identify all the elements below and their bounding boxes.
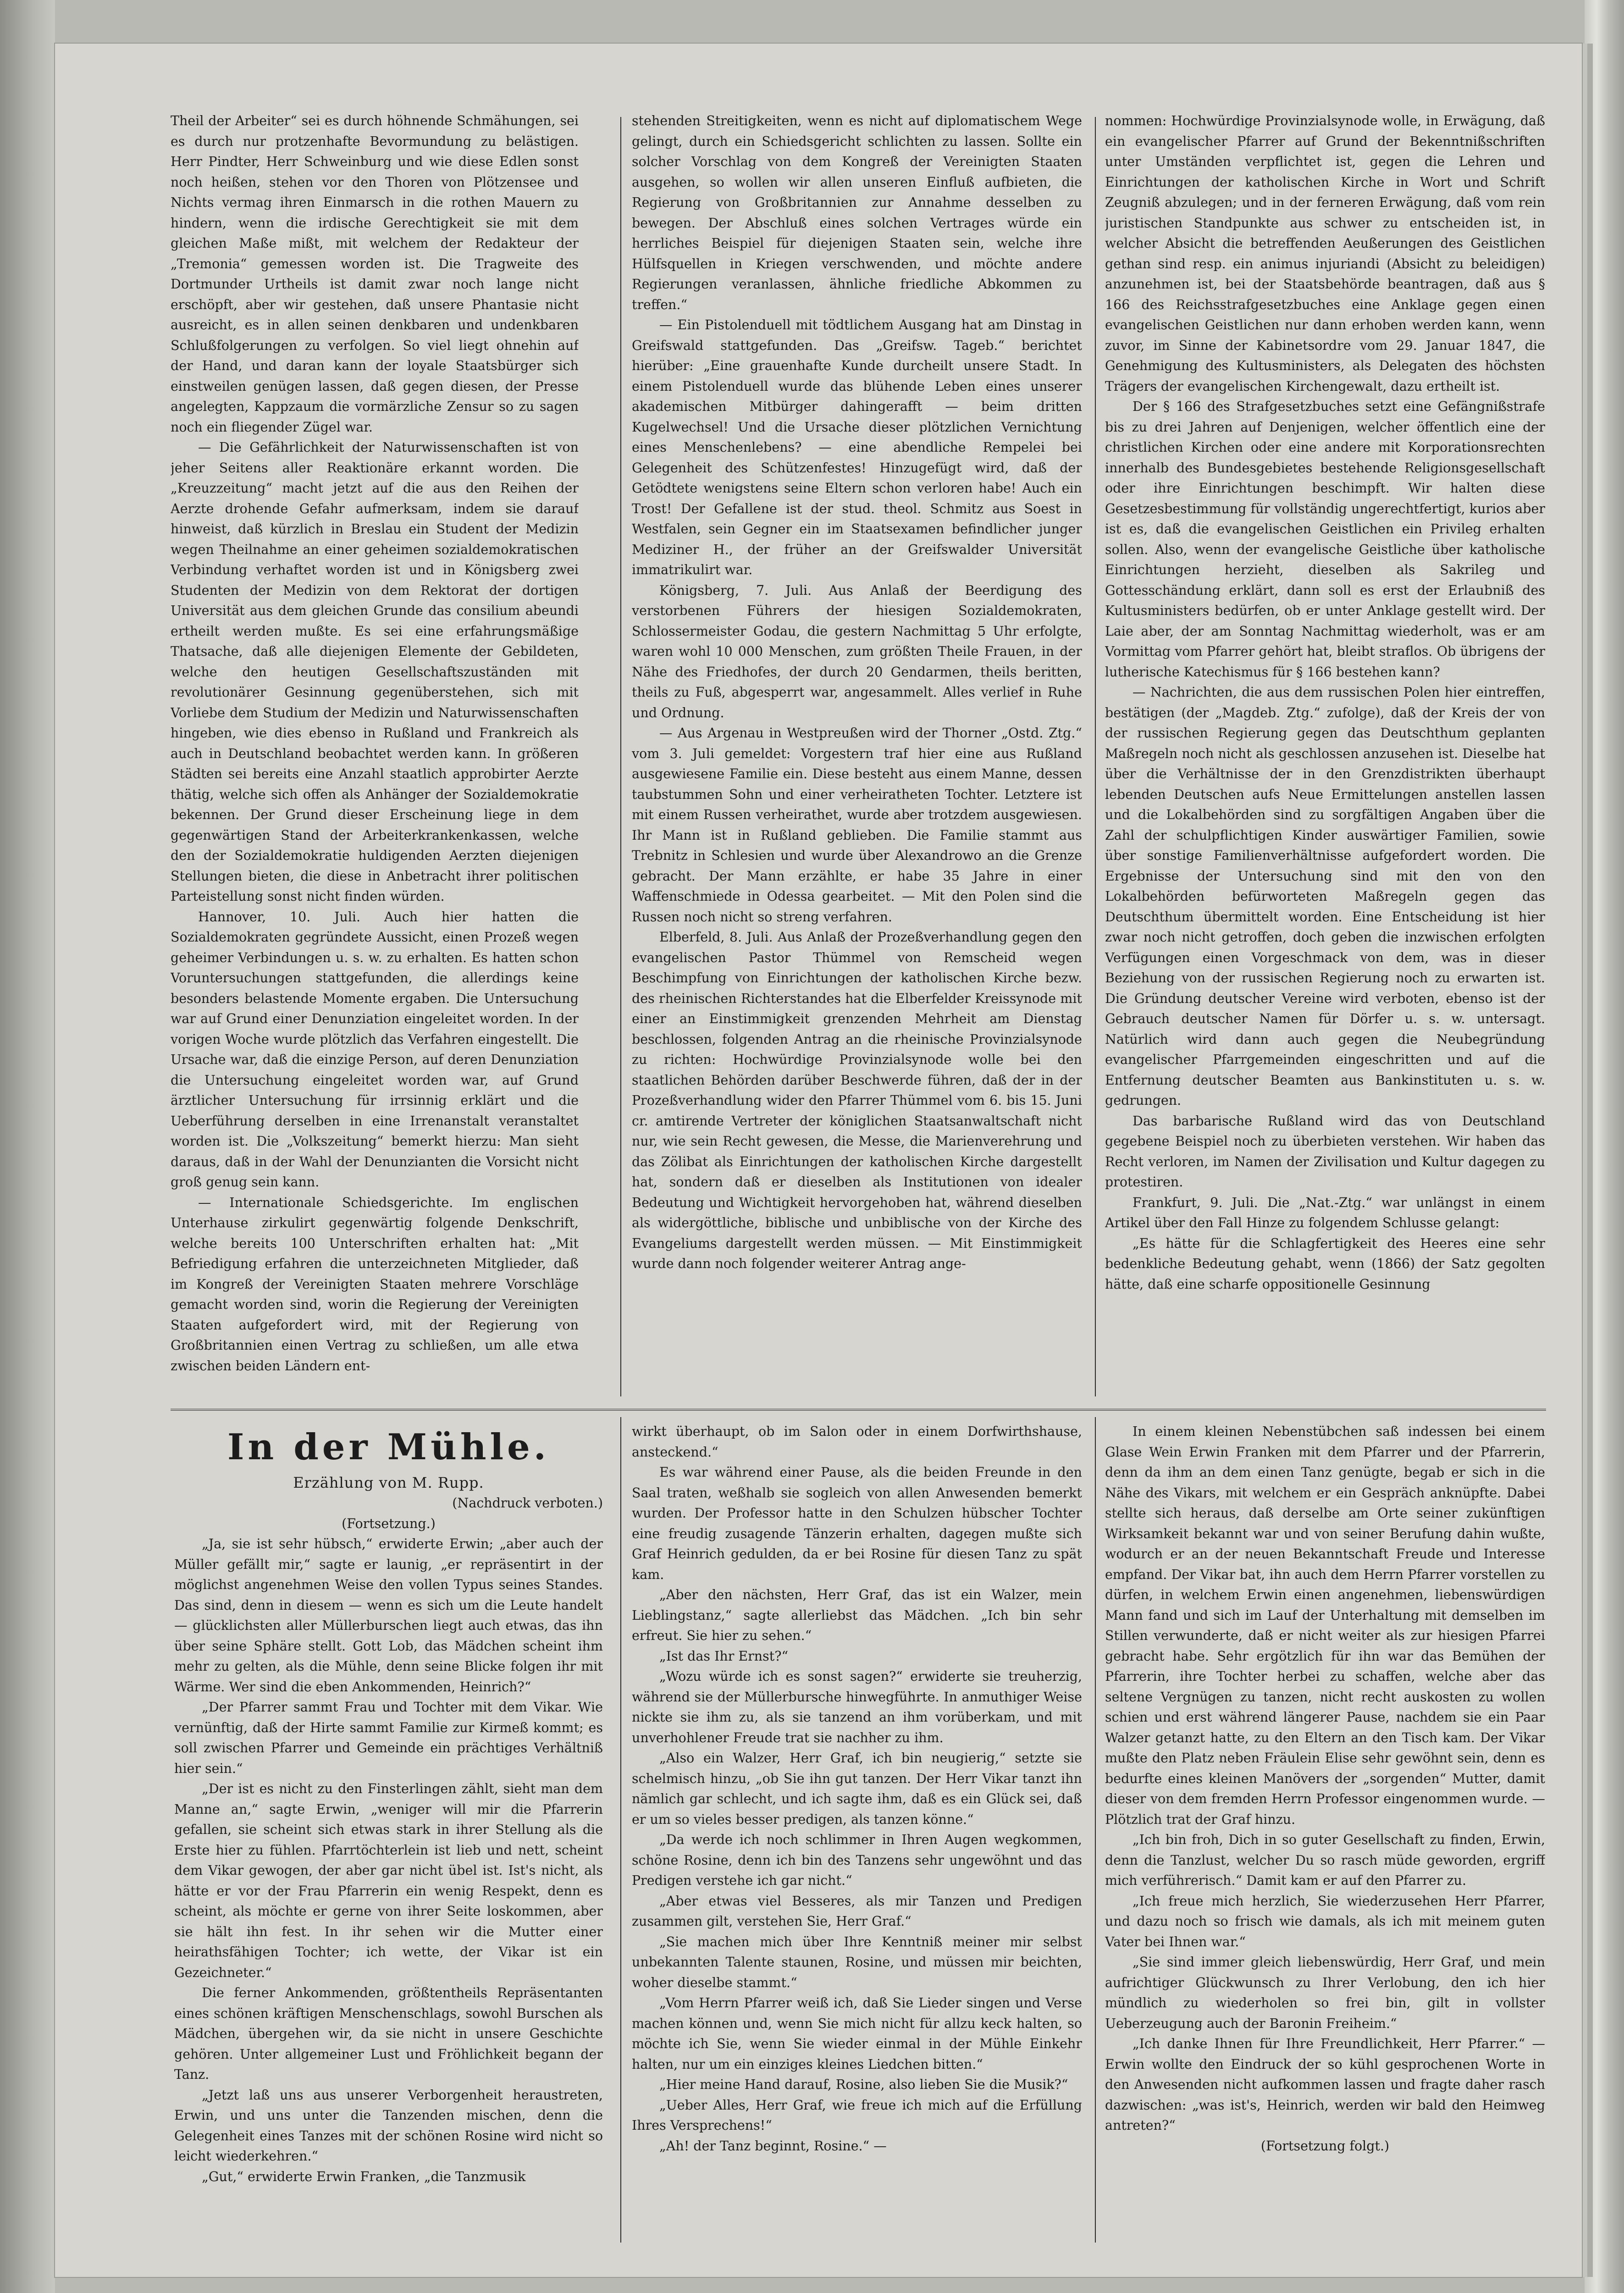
article-paragraph: „Jetzt laß uns aus unserer Verborgenheit heraustreten, Erwin, und uns unter die Tanzenden mischen, denn die Gelegenheit eines Tanzes mit der schönen Rosine wird nicht so leicht wiederkehren.“ xyxy=(174,2087,603,2164)
article-paragraph: „Wozu würde ich es sonst sagen?“ erwiderte sie treuherzig, während sie der Müllerbursche hinwegführte. In anmuthiger Weise nickte sie ihm zu, als sie tanzend an ihm vorüberkam, und mit unverhohlener Freude trat sie nachher zu ihm. xyxy=(632,1669,1082,1745)
article-paragraph: Frankfurt, 9. Juli. Die „Nat.-Ztg.“ war unlängst in einem Artikel über den Fall Hinze zu folgendem Schlusse gelangt: xyxy=(1105,1195,1545,1230)
article-paragraph: „Da werde ich noch schlimmer in Ihren Augen wegkommen, schöne Rosine, denn ich bin des Tanzens sehr ungewöhnt und das Predigen verstehe ich gar nicht.“ xyxy=(632,1832,1082,1888)
article-paragraph: — Internationale Schiedsgerichte. Im englischen Unterhause zirkulirt gegenwärtig folgende Denkschrift, welche bereits 100 Unterschriften erhalten hat: „Mit Befriedigung erfahren die unterzeichneten Mitglieder, daß im Kongreß der Vereinigten Staaten mehrere Vorschläge gemacht worden sind, worin die Regierung der Vereinigten Staaten aufgefordert wird, mit der Regierung von Großbritannien einen Vertrag zu schließen, um alle etwa zwischen beiden Ländern ent- xyxy=(171,1195,579,1374)
article-paragraph: — Ein Pistolenduell mit tödtlichem Ausgang hat am Dinstag in Greifswald stattgefunden. Das „Greifsw. Tageb.“ berichtet hierüber: „Eine grauenhafte Kunde durcheilt unsere Stadt. In einem Pistolenduell wurde das blühende Leben eines unserer akademischen Mitbürger dahingerafft — beim dritten Kugelwechsel! Und die Ursache dieser plötzlichen Vernichtung eines Menschenlebens? — eine abendliche Rempelei bei Gelegenheit des Schützenfestes! Hinzugefügt wird, daß der Getödtete wenigstens seine Eltern schon verloren habe! Auch ein Trost! Der Gefallene ist der stud. theol. Schmitz aus Soest in Westfalen, sein Gegner ein im Staatsexamen befindlicher junger Mediziner H., der früher an der Greifswalder Universität immatrikulirt war. xyxy=(632,317,1082,577)
article-paragraph: — Nachrichten, die aus dem russischen Polen hier eintreffen, bestätigen (der „Magdeb. Ztg.“ zufolge), daß der Kreis der von der russischen Regierung gegen das Deutschthum geplanten Maßregeln noch nicht als geschlossen anzusehen ist. Dieselbe hat über die Verhältnisse der in den Grenzdistrikten überhaupt lebenden Deutschen aufs Neue Ermittelungen anstellen lassen und die Lokalbehörden sind zu sorgfältigen Angaben über die Zahl der schulpflichtigen Kinder auswärtiger Familien, sowie über sonstige Familienverhältnisse aufgefordert worden. Die Ergebnisse der Untersuchung sind mit den von den Lokalbehörden befürworteten Maßregeln gegen das Deutschthum übermittelt worden. Eine Entscheidung ist hier zwar noch nicht getroffen, doch geben die inzwischen erfolgten Verfügungen einen Vorgeschmack von dem, was in dieser Beziehung von der russischen Regierung noch zu erwarten ist. Die Gründung deutscher Vereine wird verboten, ebenso ist der Gebrauch deutscher Namen für Dörfer u. s. w. untersagt. Natürlich wird dann auch gegen die Neubegründung evangelischer Pfarrgemeinden eingeschritten und auf die Entfernung deutscher Beamten aus Bankinstituten u. s. w. gedrungen. xyxy=(1105,685,1545,1108)
article-paragraph: „Ich bin froh, Dich in so guter Gesellschaft zu finden, Erwin, denn die Tanzlust, welcher Du so rasch müde geworden, ergriff mich verführerisch.“ Damit kam er auf den Pfarrer zu. xyxy=(1105,1832,1545,1888)
article-paragraph: „Hier meine Hand darauf, Rosine, also lieben Sie die Musik?“ xyxy=(659,2077,1068,2092)
scan-page-edge xyxy=(1585,0,1624,2293)
serial-column-2 xyxy=(632,1422,1082,2247)
article-paragraph: „Aber etwas viel Besseres, als mir Tanzen und Predigen zusammen gilt, verstehen Sie, Herr Graf.“ xyxy=(632,1893,1082,1929)
article-paragraph: wirkt überhaupt, ob im Salon oder in einem Dorfwirthshause, ansteckend.“ xyxy=(632,1424,1082,1460)
article-paragraph: nommen: Hochwürdige Provinzialsynode wolle, in Erwägung, daß ein evangelischer Pfarrer auf Grund der Bekenntnißschriften unter Umständen verpflichtet ist, gegen die Lehren und Einrichtungen der katholischen Kirche in Wort und Schrift Zeugniß abzulegen; und in der ferneren Erwägung, daß vom rein juristischen Standpunkte aus schwer zu entscheiden ist, in welcher Absicht die betreffenden Aeußerungen des Geistlichen gethan sind resp. ein animus injuriandi (Absicht zu beleidigen) anzunehmen ist, bei der Staatsbehörde beantragen, daß aus § 166 des Reichsstrafgesetzbuches eine Anklage gegen einen evangelischen Geistlichen nur dann erhoben werden kann, wenn zuvor, im Sinne der Kabinetsordre vom 29. Januar 1847, die Genehmigung des Kultusministers, als Delegaten des höchsten Trägers der evangelischen Kirchengewalt, dazu ertheilt ist. xyxy=(1105,113,1545,394)
article-paragraph: Der § 166 des Strafgesetzbuches setzt eine Gefängnißstrafe bis zu drei Jahren auf Denjenigen, welcher öffentlich eine der christlichen Kirchen oder eine andere mit Korporationsrechten innerhalb des Bundesgebietes bestehende Religionsgesellschaft oder ihre Einrichtungen beschimpft. Wir halten diese Gesetzesbestimmung für vollständig ungerechtfertigt, kurios aber ist es, daß die evangelischen Geistlichen ein Privileg erhalten sollen. Also, wenn der evangelische Geistliche über katholische Einrichtungen herzieht, dieselben als Sakrileg und Gottesschändung erklärt, dann soll es erst der Erlaubniß des Kultusministers bedürfen, ob er unter Anklage gestellt wird. Der Laie aber, der am Sonntag Nachmittag wiederholt, was er am Vormittag vom Pfarrer gehört hat, bleibt straflos. Ob übrigens der lutherische Katechismus für § 166 bestehen kann? xyxy=(1105,399,1545,680)
article-paragraph: stehenden Streitigkeiten, wenn es nicht auf diplomatischem Wege gelingt, durch ein Schiedsgericht schlichten zu lassen. Sollte ein solcher Vorschlag von dem Kongreß der Vereinigten Staaten ausgehen, so wollen wir allen unseren Einfluß aufbieten, die Regierung von Großbritannien zur Annahme desselben zu bewegen. Der Abschluß eines solchen Vertrages würde ein herrliches Beispiel für diejenigen Staaten sein, welche ihre Hülfsquellen in Kriegen verschwenden, und möchte andere Regierungen veranlassen, ähnliche friedliche Abkommen zu treffen.“ xyxy=(632,113,1082,312)
article-paragraph: „Ich danke Ihnen für Ihre Freundlichkeit, Herr Pfarrer.“ — Erwin wollte den Eindruck der so kühl gesprochenen Worte in den Anwesenden nicht aufkommen lassen und fragte daher rasch dazwischen: „was ist's, Heinrich, werden wir bald den Heimweg antreten?“ xyxy=(1105,2036,1545,2133)
article-paragraph: Es war während einer Pause, als die beiden Freunde in den Saal traten, weßhalb sie sogleich von allen Anwesenden bemerkt wurden. Der Professor hatte in den Schulzen hübscher Tochter eine freudig zusagende Tänzerin erhalten, dagegen mußte sich Graf Heinrich gedulden, da er bei Rosine für diesen Tanz zu spät kam. xyxy=(632,1465,1082,1582)
article-paragraph: — Aus Argenau in Westpreußen wird der Thorner „Ostd. Ztg.“ vom 3. Juli gemeldet: Vorgestern traf hier eine aus Rußland ausgewiesene Familie ein. Diese besteht aus einem Manne, dessen taubstummen Sohn und einer verheiratheten Tochter. Letztere ist mit einem Russen verheirathet, wurde aber trotzdem ausgewiesen. Ihr Mann ist in Rußland geblieben. Die Familie stammt aus Trebnitz in Schlesien und wurde über Alexandrowo an die Grenze gebracht. Der Mann erzählte, er habe 35 Jahre in einer Waffenschmiede in Odessa gearbeitet. — Mit den Polen sind die Russen noch nicht so streng verfahren. xyxy=(632,726,1082,925)
reprint-notice: (Nachdruck verboten.) xyxy=(452,1495,603,1511)
article-paragraph: — Die Gefährlichkeit der Naturwissenschaften ist von jeher Seitens aller Reaktionäre erkannt worden. Die „Kreuzzeitung“ macht jetzt auf die aus den Reihen der Aerzte drohende Gefahr aufmerksam, indem sie darauf hinweist, daß kürzlich in Breslau ein Student der Medizin wegen Theilnahme an einer geheimen sozialdemokratischen Verbindung verhaftet worden ist und in Königsberg zwei Studenten der Medizin von dem Rektorat der dortigen Universität aus dem gleichen Grunde das consilium abeundi ertheilt werden mußte. Es sei eine erfahrungsmäßige Thatsache, daß alle diejenigen Elemente der Gebildeten, welche den heutigen Gesellschaftszuständen mit revolutionärer Gesinnung gegenüberstehen, sich mit Vorliebe dem Studium der Medizin und Naturwissenschaften hingeben, wie dies ebenso in Rußland und Frankreich als auch in Deutschland beobachtet werden kann. In größeren Städten sei bereits eine Anzahl staatlich approbirter Aerzte thätig, welche sich offen als Anhänger der Sozialdemokratie bekennen. Der Grund dieser Erscheinung liege in dem gegenwärtigen Stand der Arbeiterkrankenkassen, welche den der Sozialdemokratie huldigenden Aerzten diejenigen Stellungen bieten, die diese in Anbetracht ihrer politischen Parteistellung sonst nicht finden würden. xyxy=(171,440,579,904)
column-rule xyxy=(620,117,621,1396)
article-paragraph: „Aber den nächsten, Herr Graf, das ist ein Walzer, mein Lieblingstanz,“ sagte allerliebst das Mädchen. „Ich bin sehr erfreut. Sie hier zu sehen.“ xyxy=(632,1587,1082,1643)
serial-author: Erzählung von M. Rupp. xyxy=(293,1474,484,1491)
feuilleton-divider xyxy=(171,1409,1546,1411)
article-paragraph: „Ueber Alles, Herr Graf, wie freue ich mich auf die Erfüllung Ihres Versprechens!“ xyxy=(632,2097,1082,2133)
article-paragraph: Die ferner Ankommenden, größtentheils Repräsentanten eines schönen kräftigen Menschenschlags, sowohl Burschen als Mädchen, übergehen wir, da sie nicht in unsere Geschichte gehören. Unter allgemeiner Lust und Fröhlichkeit begann der Tanz. xyxy=(174,1985,603,2082)
article-paragraph: Elberfeld, 8. Juli. Aus Anlaß der Prozeßverhandlung gegen den evangelischen Pastor Thümmel von Remscheid wegen Beschimpfung von Einrichtungen der katholischen Kirche bezw. des rheinischen Richterstandes hat die Elberfelder Kreissynode mit einer an Einstimmigkeit grenzenden Mehrheit am Dienstag beschlossen, folgenden Antrag an die rheinische Provinzialsynode zu richten: Hochwürdige Provinzialsynode wolle bei den staatlichen Behörden darüber Beschwerde führen, daß der in der Prozeßverhandlung wider den Pfarrer Thümmel vom 6. bis 15. Juni cr. amtirende Vertreter der königlichen Staatsanwaltschaft nicht nur, wie sein Recht gewesen, die Messe, die Marienverehrung und das Zölibat als Einrichtungen der katholischen Kirche dargestellt hat, sondern daß er dieselben als Institutionen von idealer Bedeutung und Wichtigkeit hervorgehoben hat, während dieselben als widergöttliche, biblische und unbiblische von der Kirche des Evangeliums dargestellt werden müssen. — Mit Einstimmigkeit wurde dann noch folgender weiterer Antrag ange- xyxy=(632,930,1082,1271)
serial-title: In der Mühle. xyxy=(227,1426,550,1468)
article-paragraph: „Der Pfarrer sammt Frau und Tochter mit dem Vikar. Wie vernünftig, daß der Hirte sammt Familie zur Kirmeß kommt; es soll zwischen Pfarrer und Gemeinde ein prächtiges Verhältniß hier sein.“ xyxy=(174,1700,603,1776)
column-rule xyxy=(620,1417,621,2243)
article-paragraph: „Sie sind immer gleich liebenswürdig, Herr Graf, und mein aufrichtiger Glückwunsch zu Ihrer Verlobung, den ich hier mündlich zu wiederholen so frei bin, gilt in vollster Ueberzeugung auch der Baronin Freiheim.“ xyxy=(1105,1955,1545,2031)
article-paragraph: „Gut,“ erwiderte Erwin Franken, „die Tanzmusik xyxy=(202,2169,526,2184)
article-paragraph: „Vom Herrn Pfarrer weiß ich, daß Sie Lieder singen und Verse machen können und, wenn Sie mich nicht für allzu keck halten, so möchte ich Sie, wenn Sie wieder einmal in der Mühle Einkehr halten, nur um ein einziges kleines Liedchen bitten.“ xyxy=(632,1995,1082,2072)
article-paragraph: Theil der Arbeiter“ sei es durch höhnende Schmähungen, sei es durch nur protzenhafte Bevormundung zu belästigen. Herr Pindter, Herr Schweinburg und wie diese Edlen sonst noch heißen, stehen vor den Thoren von Plötzensee und Nichts vermag ihren Einmarsch in die rothen Mauern zu hindern, wenn die irdische Gerechtigkeit sie mit dem gleichen Maße mißt, mit welchem der Redakteur der „Tremonia“ gemessen worden ist. Die Tragweite des Dortmunder Urtheils ist damit zwar noch lange nicht erschöpft, aber wir gestehen, daß unsere Phantasie nicht ausreicht, es in allen seinen denkbaren und undenkbaren Schlußfolgerungen zu verfolgen. So viel liegt ohnehin auf der Hand, und daran kann der loyale Staatsbürger sich einstweilen genügen lassen, daß gegen diesen, der Presse angelegten, Kappzaum die vormärzliche Zensur so zu sagen noch ein fliegender Zügel war. xyxy=(171,113,579,435)
serial-continuation: (Fortsetzung.) xyxy=(342,1516,436,1531)
article-paragraph: Hannover, 10. Juli. Auch hier hatten die Sozialdemokraten gegründete Aussicht, einen Prozeß wegen geheimer Verbindungen u. s. w. zu erhalten. Es hatten schon Voruntersuchungen stattgefunden, die allerdings keine besonders belastende Momente ergaben. Die Untersuchung war auf Grund einer Denunziation eingeleitet worden. In der vorigen Woche wurde plötzlich das Verfahren eingestellt. Die Ursache war, daß die einzige Person, auf deren Denunziation die Untersuchung eingeleitet worden war, auf Grund ärztlicher Untersuchung für irrsinnig erklärt und die Ueberführung derselben in eine Irrenanstalt veranstaltet worden ist. Die „Volkszeitung“ bemerkt hierzu: Man sieht daraus, daß in der Wahl der Denunzianten die Vorsicht nicht groß genug sein kann. xyxy=(171,909,579,1190)
article-paragraph: „Also ein Walzer, Herr Graf, ich bin neugierig,“ setzte sie schelmisch hinzu, „ob Sie ihn gut tanzen. Der Herr Vikar tanzt ihn nämlich gar schlecht, und ich sagte ihm, daß es ein Glück sei, daß er um so vieles besser predigen, als tanzen könne.“ xyxy=(632,1750,1082,1827)
article-paragraph: „Es hätte für die Schlagfertigkeit des Heeres eine sehr bedenkliche Bedeutung gehabt, wenn (1866) der Satz gegolten hätte, daß eine scharfe oppositionelle Gesinnung xyxy=(1105,1235,1545,1292)
news-column-1 xyxy=(171,111,579,1398)
article-paragraph: In einem kleinen Nebenstübchen saß indessen bei einem Glase Wein Erwin Franken mit dem Pfarrer und der Pfarrerin, denn da ihm an dem einen Tanz genügte, begab er sich in die Nähe des Vikars, mit welchem er ein Gespräch anknüpfte. Dabei stellte sich heraus, daß derselbe am Orte seiner zukünftigen Wirksamkeit bekannt war und von seiner Berufung dahin wußte, wodurch er an der neuen Bekanntschaft Freude und Interesse empfand. Der Vikar bat, ihn auch dem Herrn Pfarrer vorstellen zu dürfen, in welchem Erwin einen angenehmen, liebenswürdigen Mann fand und sich im Lauf der Unterhaltung mit demselben im Stillen verwunderte, daß er nicht weiter als zur hiesigen Pfarrei gebracht habe. Sehr ergötzlich für ihn war das Bemühen der Pfarrerin, ihre Tochter herbei zu schaffen, welche aber das seltene Vergnügen zu tanzen, nicht recht auskosten zu wollen schien und erst während längerer Pause, nachdem sie ein Paar Walzer getanzt hatte, zu den Eltern an den Tisch kam. Der Vikar mußte den Platz neben Fräulein Elise sehr gewöhnt sein, denn es bedurfte eines kleinen Manövers der „sorgenden“ Mutter, damit dieser von dem fremden Herrn Professor eingenommen wurde. — Plötzlich trat der Graf hinzu. xyxy=(1105,1424,1545,1827)
serial-column-1 xyxy=(174,1422,603,2247)
article-paragraph: „Ist das Ihr Ernst?“ xyxy=(659,1648,789,1664)
column-rule xyxy=(1095,1417,1096,2243)
article-paragraph: „Der ist es nicht zu den Finsterlingen zählt, sieht man dem Manne an,“ sagte Erwin, „weniger will mir die Pfarrerin gefallen, sie scheint sich etwas stark in ihrer Stellung als die Erste hier zu fühlen. Pfarrtöchterlein ist lieb und nett, scheint dem Vikar gewogen, der aber gar nicht übel ist. Ist's nicht, als hätte er vor der Frau Pfarrerin ein wenig Respekt, denn es scheint, als möchte er gerne von ihrer Seite loskommen, aber sie hält ihn fest. In ihr sehen wir die Mutter einer heirathsfähigen Tochter; ich wette, der Vikar ist ein Gezeichneter.“ xyxy=(174,1781,603,1980)
serial-column-3 xyxy=(1105,1422,1545,2247)
article-paragraph: „Ah! der Tanz beginnt, Rosine.“ — xyxy=(659,2138,887,2154)
news-column-2 xyxy=(632,111,1082,1398)
article-paragraph: Königsberg, 7. Juli. Aus Anlaß der Beerdigung des verstorbenen Führers der hiesigen Sozialdemokraten, Schlossermeister Godau, die gestern Nachmittag 5 Uhr erfolgte, waren wohl 10 000 Menschen, zum größten Theile Frauen, in der Nähe des Friedhofes, der durch 20 Gendarmen, theils beritten, theils zu Fuß, abgesperrt war, angesammelt. Alles verlief in Ruhe und Ordnung. xyxy=(632,582,1082,720)
column-rule xyxy=(1095,117,1096,1396)
serial-continued-note: (Fortsetzung folgt.) xyxy=(1260,2138,1390,2154)
article-paragraph: Das barbarische Rußland wird das von Deutschland gegebene Beispiel noch zu überbieten verstehen. Wir haben das Recht verloren, im Namen der Zivilisation und Kultur dagegen zu protestiren. xyxy=(1105,1113,1545,1190)
scan-left-shadow xyxy=(0,0,55,2293)
article-paragraph: „Ja, sie ist sehr hübsch,“ erwiderte Erwin; „aber auch der Müller gefällt mir,“ sagte er launig, „er repräsentirt in der möglichst angenehmen Weise den vollen Typus seines Standes. Das sind, denn in diesem — wenn es sich um die Leute handelt — glücklichsten aller Müllerburschen liegt auch etwas, das ihn über seine Sphäre stellt. Gott Lob, das Mädchen scheint ihm mehr zu gelten, als die Mühle, denn seine Blicke folgen ihr mit Wärme. Wer sind die eben Ankommenden, Heinrich?“ xyxy=(174,1536,603,1695)
article-paragraph: „Sie machen mich über Ihre Kenntniß meiner mir selbst unbekannten Talente staunen, Rosine, und müssen mir beichten, woher dieselbe stammt.“ xyxy=(632,1934,1082,1990)
article-paragraph: „Ich freue mich herzlich, Sie wiederzusehen Herr Pfarrer, und dazu noch so frisch wie damals, als ich mit meinem guten Vater bei Ihnen war.“ xyxy=(1105,1893,1545,1950)
news-column-3 xyxy=(1105,111,1545,1398)
